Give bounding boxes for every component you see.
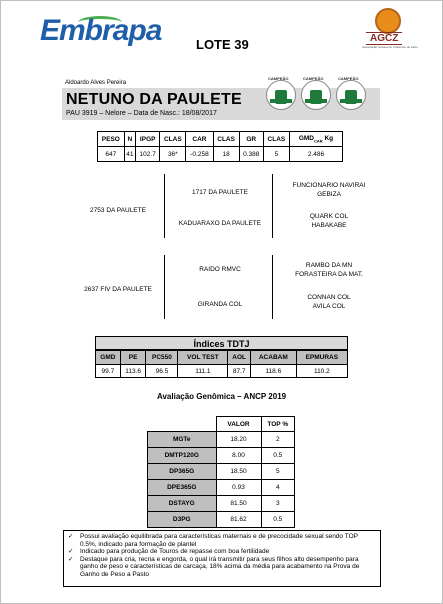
- col-header: AOL: [228, 351, 251, 365]
- table-row: [148, 464, 295, 480]
- pedigree-sire: 2753 DA PAULETE: [90, 207, 146, 214]
- check-icon: ✓: [68, 548, 74, 555]
- cell: 0.388: [239, 147, 263, 162]
- pedigree-bracket: [164, 255, 165, 319]
- col-header: PESO: [98, 132, 125, 147]
- col-header: CAR: [186, 132, 213, 147]
- row-label: DSTAYG: [148, 496, 217, 512]
- row-label: D3PG: [148, 512, 217, 528]
- pedigree-dd-sire: CONNAN COL: [307, 294, 351, 301]
- cell: 81.50: [216, 496, 261, 512]
- table-row: [148, 512, 295, 528]
- note-text: Indicado para produção de Touros de repasse com boa fertilidade: [80, 548, 270, 555]
- col-header: TOP %: [261, 417, 295, 432]
- col-header: PC550: [146, 351, 178, 365]
- cell: 647: [98, 147, 125, 162]
- cell: 41: [124, 147, 136, 162]
- cell: 18: [213, 147, 239, 162]
- cell: 96.5: [146, 365, 178, 378]
- cell: 87.7: [228, 365, 251, 378]
- col-header: VALOR: [216, 417, 261, 432]
- col-header: CLAS: [213, 132, 239, 147]
- agcz-subtitle: Associação Goiana de Criadores de Zebu: [362, 45, 418, 49]
- cell: 0.5: [261, 512, 295, 528]
- row-label: DPE365G: [148, 480, 217, 496]
- champion-badge-icon: [301, 80, 331, 110]
- pedigree-ds-dam: FORASTEIRA DA MAT.: [295, 271, 363, 278]
- genomic-table: [147, 416, 295, 528]
- row-label: MGTe: [148, 432, 217, 448]
- cell: 111.1: [178, 365, 228, 378]
- dep-table: [97, 131, 343, 162]
- indices-table: [95, 350, 348, 378]
- table-header-row: [98, 132, 343, 147]
- animal-registration: PAU 3919 – Nelore – Data de Nasc.: 18/08/2017: [66, 110, 217, 117]
- check-icon: ✓: [68, 555, 74, 563]
- table-row: [148, 448, 295, 464]
- pedigree-sd-sire: QUARK COL: [309, 213, 349, 220]
- col-header: VOL TEST: [178, 351, 228, 365]
- cell: 36*: [160, 147, 186, 162]
- cell: -0.258: [186, 147, 213, 162]
- col-header: GMD: [96, 351, 121, 365]
- cell: 99.7: [96, 365, 121, 378]
- cell: 18.50: [216, 464, 261, 480]
- table-header-row: [96, 351, 348, 365]
- check-icon: ✓: [68, 533, 74, 540]
- col-header: CLAS: [160, 132, 186, 147]
- pedigree-bracket: [164, 174, 165, 238]
- table-row: [148, 480, 295, 496]
- cell: 2: [261, 432, 295, 448]
- cell: 118.6: [250, 365, 296, 378]
- pedigree-ss-dam: GEBIZA: [317, 191, 341, 198]
- table-header-row: [148, 417, 295, 432]
- breeder-name: Aldoardo Alves Pereira: [65, 80, 127, 86]
- note-text: Possui avaliação equilibrada para características maternais e de precocidade sexual sendo TOP 0.5%, indicado para formação de plantel: [80, 533, 358, 548]
- cell: 3: [261, 496, 295, 512]
- pedigree-dam-sire: RAIDO RMVC: [199, 266, 241, 273]
- col-header: ACABAM: [250, 351, 296, 365]
- champion-badge-icon: [266, 80, 296, 110]
- col-header: GR: [239, 132, 263, 147]
- badge-label: CAMPEÃO: [268, 76, 289, 81]
- note-item: [68, 556, 376, 579]
- pedigree-bracket: [272, 255, 273, 319]
- cell: 81.62: [216, 512, 261, 528]
- pedigree-bracket: [272, 174, 273, 238]
- pedigree-sd-dam: HABAKABE: [311, 222, 347, 229]
- cell: 8.00: [216, 448, 261, 464]
- col-header: N: [124, 132, 136, 147]
- agcz-logo: AGCZ: [366, 32, 402, 45]
- indices-title: Índices TDTJ: [95, 336, 348, 350]
- col-header: EPMURAS: [296, 351, 347, 365]
- agcz-seal-icon: [375, 8, 401, 34]
- cell: 18.20: [216, 432, 261, 448]
- badge-label: CAMPEÃO: [338, 76, 359, 81]
- cell: 5: [261, 464, 295, 480]
- note-text: Destaque para cria, recria e engorda, o qual irá transmitir para seus filhos alto desempenho para ganho de peso e características de carcaça, 18% acima da média para acabamento na Prova de Ganho de Peso a Pasto: [80, 555, 360, 578]
- row-label: DP365G: [148, 464, 217, 480]
- table-row: [148, 496, 295, 512]
- cell: 5: [263, 147, 289, 162]
- note-item: [68, 533, 376, 548]
- cell: 2.486: [290, 147, 343, 162]
- badge-label: CAMPEÃO: [303, 76, 324, 81]
- pedigree-dd-dam: AVILA COL: [312, 303, 346, 310]
- cell: 102.7: [136, 147, 160, 162]
- col-header: CLAS: [263, 132, 289, 147]
- note-item: [68, 548, 376, 556]
- genomic-title: Avaliação Genômica – ANCP 2019: [157, 392, 287, 401]
- pedigree-dam: 2637 FIV DA PAULETE: [84, 286, 152, 293]
- cell: 4: [261, 480, 295, 496]
- embrapa-logo: Embrapa: [40, 14, 162, 47]
- animal-name: NETUNO DA PAULETE: [66, 91, 242, 108]
- cell: 0.5: [261, 448, 295, 464]
- notes-box: [63, 530, 381, 587]
- pedigree-ds-sire: RAMBO DA MN: [305, 262, 353, 269]
- col-header: PE: [120, 351, 146, 365]
- cell: 110.2: [296, 365, 347, 378]
- lote-title: LOTE 39: [196, 37, 249, 52]
- table-row: [96, 365, 348, 378]
- pedigree-sire-sire: 1717 DA PAULETE: [192, 189, 248, 196]
- pedigree-dam-dam: GIRANDA COL: [197, 301, 243, 308]
- row-label: DMTP120G: [148, 448, 217, 464]
- champion-badge-icon: [336, 80, 366, 110]
- cell: 0.93: [216, 480, 261, 496]
- col-header: IPGP: [136, 132, 160, 147]
- col-header-gmd: $GMD_{CAR}$ Kg: [290, 132, 343, 147]
- pedigree-sire-dam: KADUARAXO DA PAULETE: [178, 220, 262, 227]
- pedigree-ss-sire: FUNCIONARIO NAVIRAI: [292, 182, 366, 189]
- table-row: [98, 147, 343, 162]
- table-row: [148, 432, 295, 448]
- cell: 113.6: [120, 365, 146, 378]
- col-header-empty: [148, 417, 217, 432]
